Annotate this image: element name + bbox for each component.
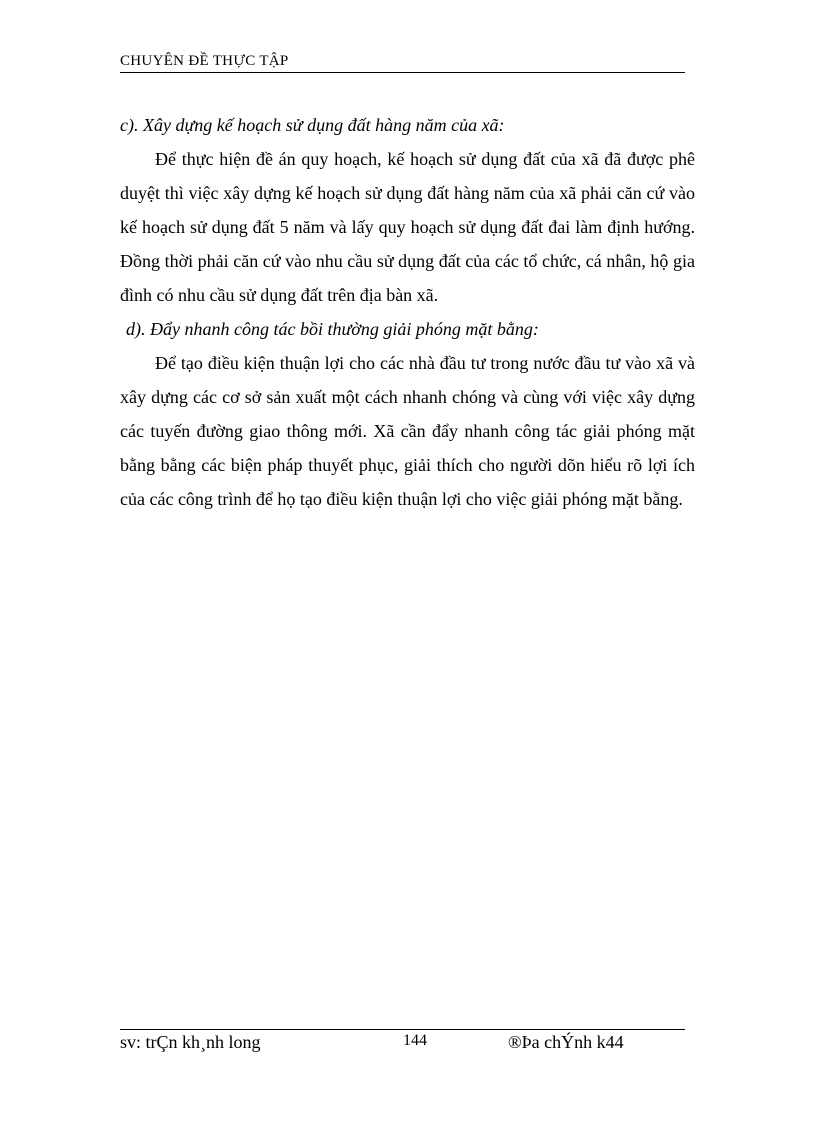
section-c-paragraph: Để thực hiện đề án quy hoạch, kế hoạch sử dụng đất của xã đã được phê duyệt thì việc xây dựng kế hoạch sử dụng đất hàng năm của xã phải căn cứ vào kế hoạch sử dụng đất 5 năm và lấy quy hoạch sử dụng đất đai làm định hướng. Đồng thời phải căn cứ vào nhu cầu sử dụng đất của các tổ chức, cá nhân, hộ gia đình có nhu cầu sử dụng đất trên địa bàn xã. [120,149,695,305]
page-header [120,50,685,73]
section-d-heading: d). Đẩy nhanh công tác bồi thường giải phóng mặt bằng: [126,319,539,339]
section-d-paragraph: Để tạo điều kiện thuận lợi cho các nhà đầu tư trong nước đầu tư vào xã và xây dựng các cơ sở sản xuất một cách nhanh chóng và cùng với việc xây dựng các tuyến đường giao thông mới. Xã cần đẩy nhanh công tác giải phóng mặt bằng bằng các biện pháp thuyết phục, giải thích cho người dõn hiểu rõ lợi ích của các công trình để họ tạo điều kiện thuận lợi cho việc giải phóng mặt bằng. [120,353,695,509]
footer-divider [120,1029,685,1030]
footer-student: sv: trÇn kh¸nh long [120,1032,261,1052]
section-c-heading: c). Xây dựng kế hoạch sử dụng đất hàng năm của xã: [120,115,505,135]
footer-class: ®Þa chÝnh k44 [508,1032,624,1052]
header-title: CHUYÊN ĐỀ THỰC TẬP [120,53,289,69]
document-body [120,108,695,516]
page-number: 144 [403,1032,427,1049]
